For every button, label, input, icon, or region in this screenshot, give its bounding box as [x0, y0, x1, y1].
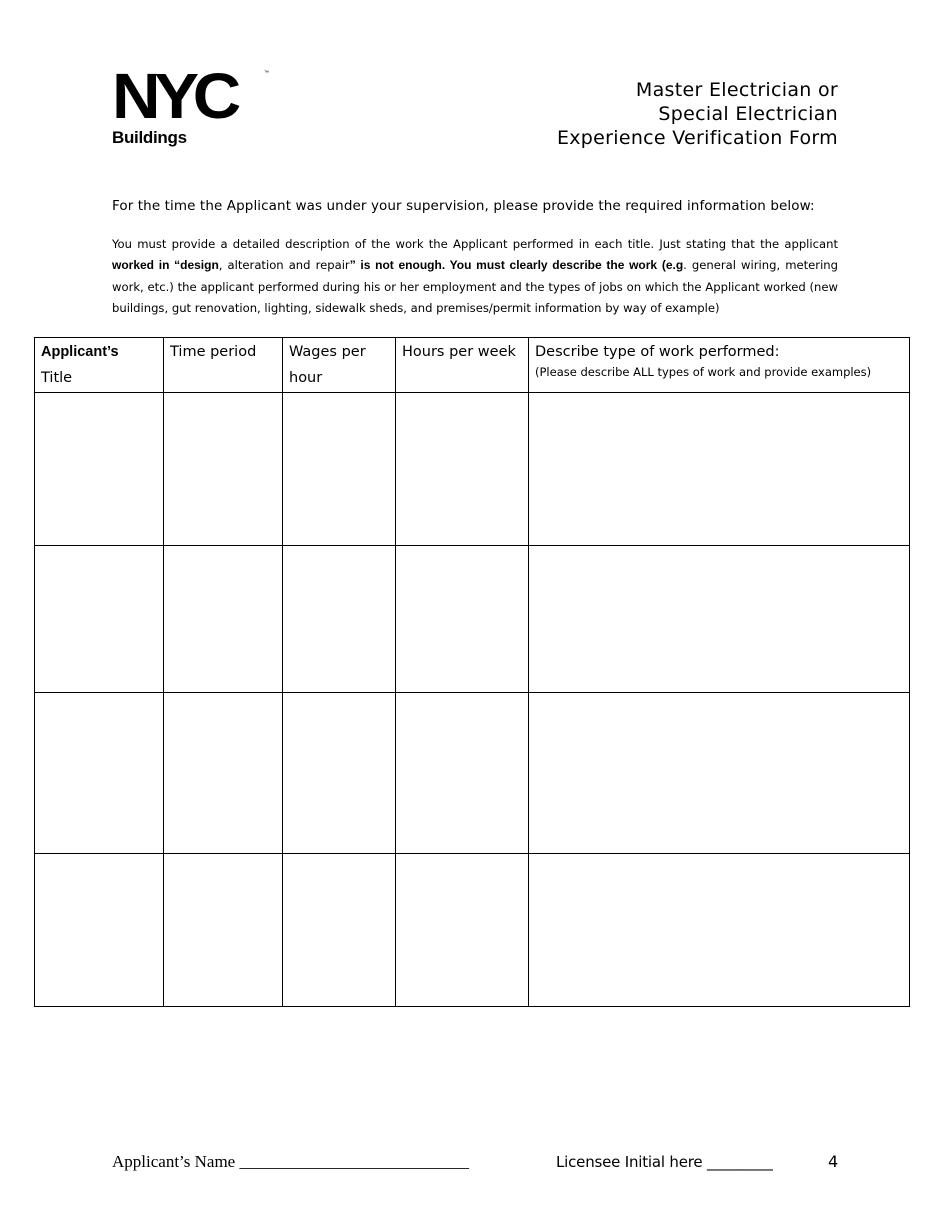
page-number: 4 [828, 1152, 839, 1171]
table-row [35, 693, 910, 854]
cell-wages[interactable] [283, 693, 396, 854]
instructions-bold-2: ” is not enough. You must clearly describe the work (e.g [349, 258, 684, 273]
header-describe-label: Describe type of work performed: [535, 344, 780, 360]
instructions-part-2: , alteration and repair [218, 258, 350, 273]
cell-time-period[interactable] [164, 693, 283, 854]
header-describe-work [529, 338, 910, 393]
table-header-row [35, 338, 910, 393]
cell-wages[interactable] [283, 854, 396, 1007]
cell-wages[interactable] [283, 393, 396, 546]
cell-hours[interactable] [396, 854, 529, 1007]
cell-wages[interactable] [283, 546, 396, 693]
licensee-initial-field[interactable]: Licensee Initial here _________ [556, 1153, 773, 1171]
cell-hours[interactable] [396, 393, 529, 546]
instructions-part-1: You must provide a detailed description of the work the Applicant performed in each title. Just stating that the applicant [112, 237, 838, 251]
cell-applicant-title[interactable] [35, 393, 164, 546]
cell-time-period[interactable] [164, 546, 283, 693]
header-wages-line-1: Wages per [289, 344, 366, 360]
cell-hours[interactable] [396, 693, 529, 854]
cell-time-period[interactable] [164, 393, 283, 546]
form-title-line-3: Experience Verification Form [556, 127, 838, 149]
header-time-period-label: Time period [170, 344, 257, 360]
header-title-line-1: Applicant’s [41, 344, 119, 360]
header-wages-line-2: hour [289, 370, 323, 386]
form-title [557, 78, 838, 150]
instructions-paragraph [112, 234, 838, 319]
intro-text: For the time the Applicant was under your supervision, please provide the required information below: [112, 198, 815, 214]
header-applicant-title [35, 338, 164, 393]
nyc-buildings-logo [112, 60, 277, 150]
header-hours-label: Hours per week [402, 344, 516, 360]
header-title-line-2: Title [41, 370, 73, 386]
applicant-name-field[interactable]: Applicant’s Name ___________________________ [112, 1152, 469, 1171]
cell-describe-work[interactable] [529, 393, 910, 546]
form-title-line-2: Special Electrician [658, 103, 838, 125]
cell-applicant-title[interactable] [35, 693, 164, 854]
cell-describe-work[interactable] [529, 693, 910, 854]
header-time-period [164, 338, 283, 393]
logo-trademark: ™ [264, 70, 269, 76]
cell-describe-work[interactable] [529, 854, 910, 1007]
table-row [35, 854, 910, 1007]
form-title-line-1: Master Electrician or [635, 79, 838, 101]
instructions-bold-1: worked in “design [112, 258, 219, 273]
logo-wordmark: NYC [112, 60, 235, 132]
instructions-part-3: . general wiring, metering work, etc.) the applicant performed during his or her employment and the types of jobs on which the Applicant worked (new buildings, gut renovation, lighting, sidewalk sheds, and premises/permit information by way of example) [112, 258, 839, 315]
cell-applicant-title[interactable] [35, 854, 164, 1007]
table-row [35, 546, 910, 693]
cell-time-period[interactable] [164, 854, 283, 1007]
cell-applicant-title[interactable] [35, 546, 164, 693]
experience-table [34, 337, 910, 1007]
header-hours [396, 338, 529, 393]
cell-describe-work[interactable] [529, 546, 910, 693]
header-describe-note: (Please describe ALL types of work and provide examples) [535, 365, 872, 379]
logo-subtitle: Buildings [112, 128, 187, 147]
cell-hours[interactable] [396, 546, 529, 693]
table-row [35, 393, 910, 546]
header-wages [283, 338, 396, 393]
